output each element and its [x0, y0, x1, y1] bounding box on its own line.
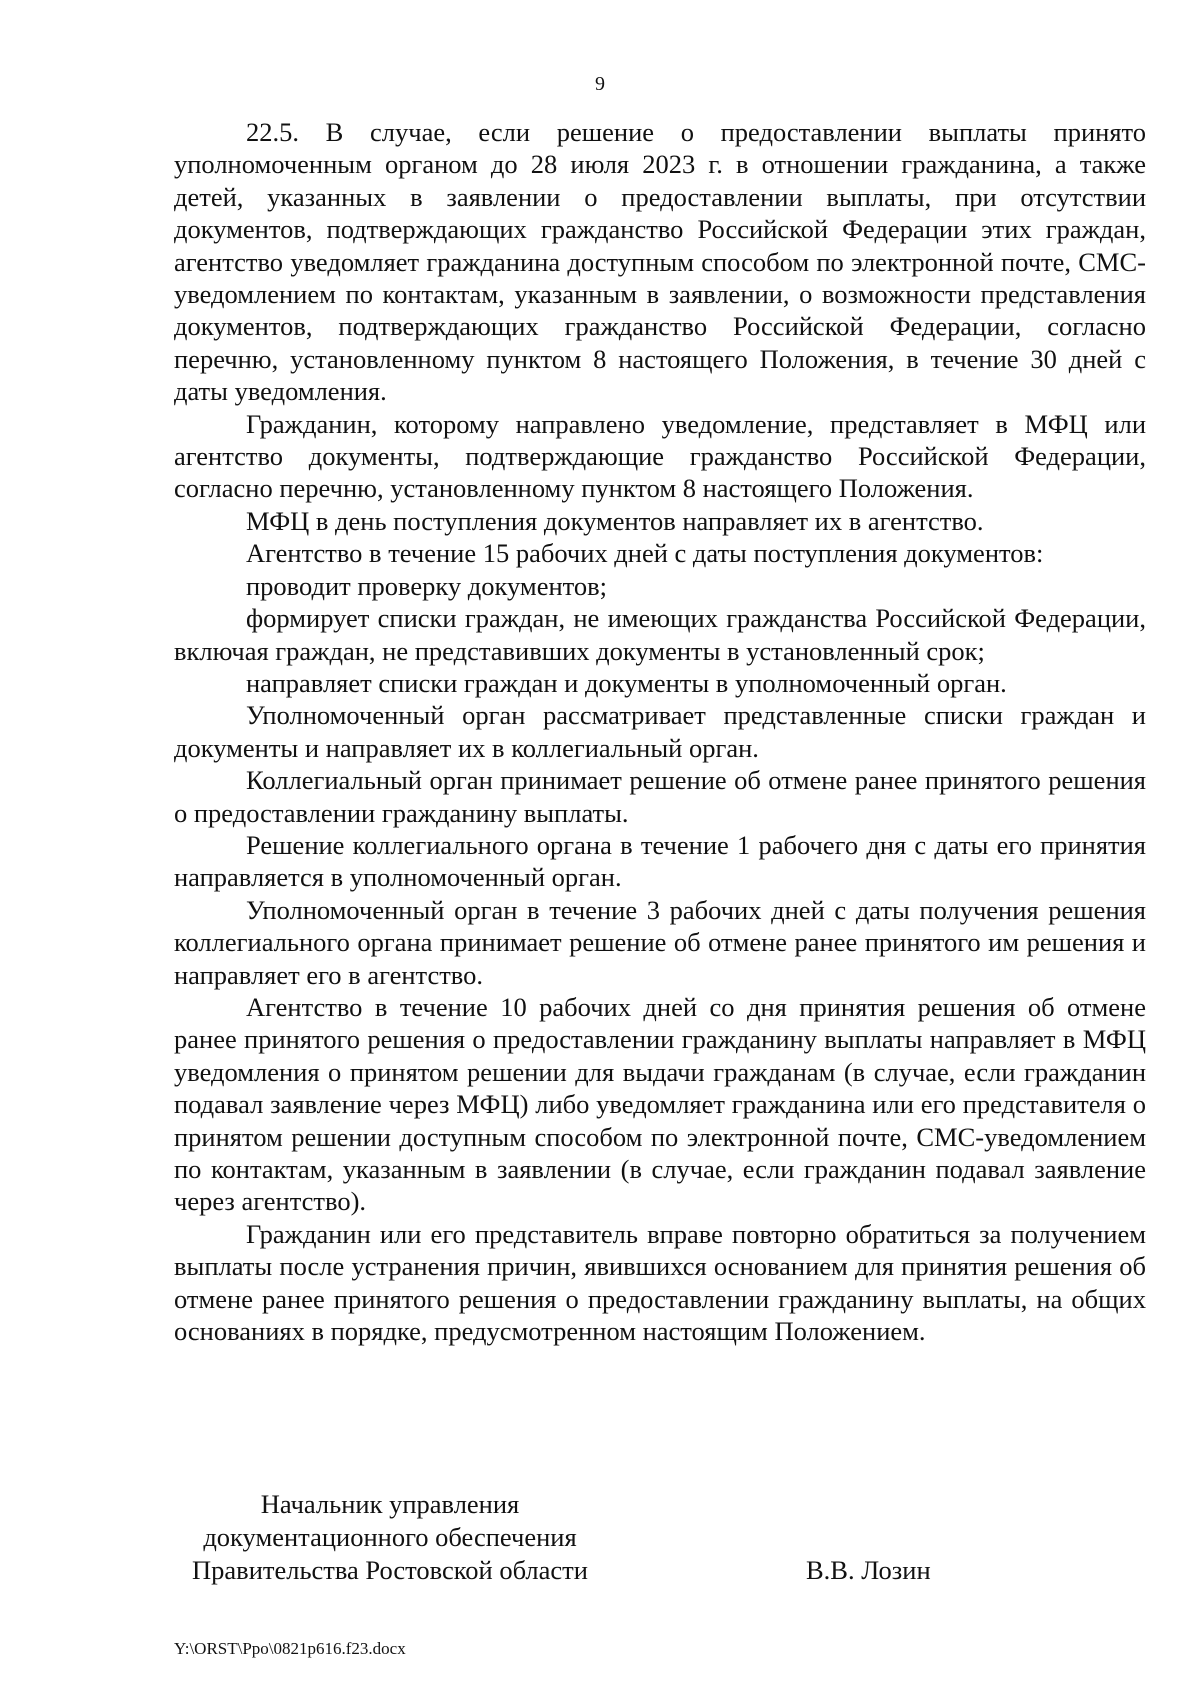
signatory-position [170, 1488, 610, 1587]
paragraph-citizen-submits: Гражданин, которому направлено уведомление, представляет в МФЦ или агентство документы, подтверждающие гражданство Российской Федерации, согласно перечню, установленному пунктом 8 настоящего Положения. [174, 408, 1146, 504]
paragraph-agency-15-days: Агентство в течение 15 рабочих дней с даты поступления документов: [246, 538, 1044, 569]
paragraph-forms-lists: формирует списки граждан, не имеющих гражданства Российской Федерации, включая граждан, не представивших документы в установленный срок; [174, 603, 1146, 666]
paragraph-checks-documents: проводит проверку документов; [246, 570, 607, 601]
paragraph-agency-10-days: Агентство в течение 10 рабочих дней со дня принятия решения об отмене ранее принятого решения о предоставлении гражданину выплаты направляет в МФЦ уведомления о принятом решении для выдачи гражданам (в случае, если гражданин подавал заявление через МФЦ) либо уведомляет гражданина или его представителя о принятом решении доступным способом по электронной почте, СМС-уведомлением по контактам, указанным в заявлении (в случае, если гражданин подавал заявление через агентство). [174, 991, 1146, 1217]
signatory-name: В.В. Лозин [806, 1555, 931, 1585]
paragraph-mfc-forwards: МФЦ в день поступления документов направляет их в агентство. [246, 505, 984, 536]
paragraph-repeat-application: Гражданин или его представитель вправе повторно обратиться за получением выплаты после устранения причин, явившихся основанием для принятия решения об отмене ранее принятого решения о предоставлении гражданину выплаты, на общих основаниях в порядке, предусмотренном настоящим Положением. [174, 1218, 1146, 1347]
signatory-position-line: Начальник управления [260, 1489, 520, 1519]
signature-block [170, 1488, 1150, 1598]
signatory-position-line: документационного обеспечения [203, 1522, 577, 1552]
paragraph-collegial-decision: Коллегиальный орган принимает решение об отмене ранее принятого решения о предоставлении гражданину выплаты. [174, 765, 1146, 828]
paragraph-22-5: 22.5. В случае, если решение о предоставлении выплаты принято уполномоченным органом до 28 июля 2023 г. в отношении гражданина, а также детей, указанных в заявлении о предоставлении выплаты, при отсутствии документов, подтверждающих гражданство Российской Федерации этих граждан, агентство уведомляет гражданина доступным способом по электронной почте, СМС-уведомлением по контактам, указанным в заявлении, о возможности представления документов, подтверждающих гражданство Российской Федерации, согласно перечню, установленному пунктом 8 настоящего Положения, в течение 30 дней с даты уведомления. [174, 117, 1146, 407]
file-path-footer: Y:\ORST\Ppo\0821p616.f23.docx [174, 1639, 406, 1658]
page-number: 9 [595, 73, 605, 95]
document-body [174, 116, 1146, 1347]
paragraph-decision-forwarded: Решение коллегиального органа в течение 1 рабочего дня с даты его принятия направляется в уполномоченный орган. [174, 829, 1146, 893]
paragraph-authorized-body-3-days: Уполномоченный орган в течение 3 рабочих дней с даты получения решения коллегиального органа принимает решение об отмене ранее принятого им решения и направляет его в агентство. [174, 894, 1146, 990]
paragraph-authorized-body-reviews: Уполномоченный орган рассматривает представленные списки граждан и документы и направляет их в коллегиальный орган. [174, 700, 1146, 763]
paragraph-sends-lists: направляет списки граждан и документы в уполномоченный орган. [246, 667, 1007, 698]
signatory-position-line: Правительства Ростовской области [192, 1555, 588, 1585]
